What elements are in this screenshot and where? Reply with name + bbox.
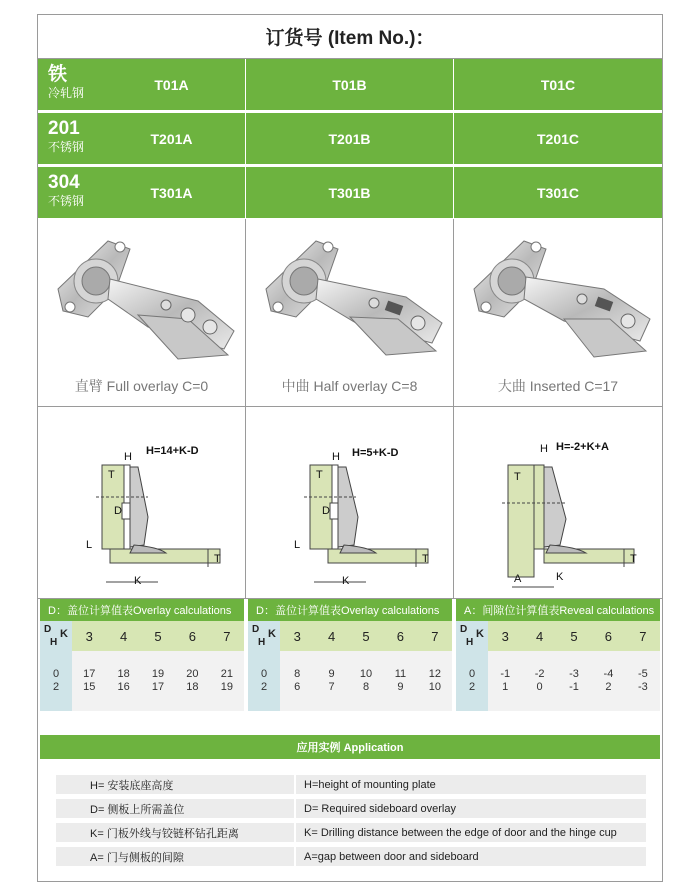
material-sub: 不锈钢 <box>48 194 85 208</box>
value-column: 19 17 <box>151 668 165 693</box>
value-rows <box>40 651 244 711</box>
item-number-grid <box>38 59 662 219</box>
k-value: 3 <box>501 628 509 644</box>
material-sub: 冷轧钢 <box>48 86 85 100</box>
legend-cn: D= 侧板上所需盖位 <box>56 799 294 818</box>
dim-label: T <box>422 553 429 565</box>
legend-en: K= Drilling distance between the edge of door and the hinge cup <box>296 823 646 842</box>
dim-label: H <box>332 451 340 463</box>
k-value: 5 <box>362 628 370 644</box>
material-row-304 <box>38 167 662 219</box>
k-value: 6 <box>604 628 613 644</box>
k-value: 4 <box>535 628 544 644</box>
calc-table-title: A：间隙位计算值表Reveal calculations <box>456 599 660 621</box>
dim-label: H <box>124 451 132 463</box>
legend-row <box>56 847 646 866</box>
overlay-calc-table-half <box>248 599 452 719</box>
value-column: 9 7 <box>328 668 335 693</box>
material-row-iron <box>38 59 662 111</box>
installation-diagram-row <box>38 407 662 599</box>
value-rows <box>456 651 660 711</box>
hinge-photo-row <box>38 219 662 407</box>
k-value: 3 <box>85 628 93 644</box>
hinge-full-overlay-image <box>38 219 246 369</box>
dim-label: K <box>342 575 350 587</box>
value-column: 20 18 <box>186 668 199 693</box>
photo-cell <box>454 219 662 406</box>
dim-label: L <box>294 539 301 551</box>
k-value: 6 <box>396 628 405 644</box>
hinge-caption: 直臂 Full overlay C=0 <box>74 378 209 394</box>
dim-label: T <box>316 469 323 481</box>
h-column: 0 2 <box>248 651 280 711</box>
value-column: -4 2 <box>603 668 614 693</box>
code-cell <box>246 167 454 219</box>
k-header-row <box>248 621 452 651</box>
k-value: 6 <box>188 628 197 644</box>
code-cell <box>38 59 246 111</box>
half-overlay-diagram <box>246 407 454 599</box>
value-rows <box>248 651 452 711</box>
k-value: 4 <box>327 628 336 644</box>
dim-label: T <box>108 469 115 481</box>
value-column: 18 16 <box>117 668 130 693</box>
code-cell <box>454 167 662 219</box>
dim-label: T <box>630 553 637 565</box>
value-column: 12 10 <box>428 668 441 693</box>
formula: H=5+K-D <box>352 447 399 459</box>
value-column: 8 6 <box>294 668 301 693</box>
legend-row <box>56 823 646 842</box>
dim-label: K <box>556 571 564 583</box>
value-column: 21 19 <box>220 668 233 693</box>
item-code: T01C <box>540 76 576 93</box>
legend-cn: K= 门板外线与铰链杯钻孔距离 <box>56 823 294 842</box>
dim-label: L <box>86 539 93 551</box>
page-title: 订货号 (Item No.)： <box>38 15 662 59</box>
k-value: 7 <box>639 628 647 644</box>
code-cell <box>454 113 662 165</box>
overlay-calc-table-full <box>40 599 244 719</box>
legend-row <box>56 799 646 818</box>
value-column: 10 8 <box>359 668 373 693</box>
material-name: 铁 <box>48 64 68 85</box>
material-label <box>48 65 84 99</box>
material-row-201 <box>38 113 662 165</box>
item-code: T201C <box>536 130 580 147</box>
dim-label: T <box>514 471 521 483</box>
calc-table-title: D：盖位计算值表Overlay calculations <box>248 599 452 621</box>
k-header-row <box>456 621 660 651</box>
legend-cn: H= 安装底座高度 <box>56 775 294 794</box>
value-column: -2 0 <box>534 668 545 693</box>
hinge-inserted-image <box>454 219 662 369</box>
legend-cn: A= 门与侧板的间隙 <box>56 847 294 866</box>
legend-row <box>56 775 646 794</box>
item-code: T301A <box>150 184 193 201</box>
dim-label: K <box>134 575 142 587</box>
application-header: 应用实例 Application <box>40 735 660 759</box>
value-column: -3 -1 <box>569 668 579 693</box>
h-column: 0 2 <box>456 651 488 711</box>
item-code: T301B <box>328 184 371 201</box>
application-legend <box>56 775 646 871</box>
formula: H=14+K-D <box>146 445 199 457</box>
k-value: 7 <box>223 628 231 644</box>
h-column: 0 2 <box>40 651 72 711</box>
material-name: 304 <box>48 172 80 193</box>
calc-table-title: D：盖位计算值表Overlay calculations <box>40 599 244 621</box>
k-header-row <box>40 621 244 651</box>
hinge-half-overlay-image <box>246 219 454 369</box>
legend-en: A=gap between door and sideboard <box>296 847 646 866</box>
formula: H=-2+K+A <box>556 441 609 453</box>
k-value: 5 <box>570 628 578 644</box>
item-code: T01B <box>332 76 367 93</box>
material-name: 201 <box>48 118 80 139</box>
spec-sheet <box>37 14 663 882</box>
k-value: 7 <box>431 628 439 644</box>
code-cell <box>246 59 454 111</box>
legend-en: D= Required sideboard overlay <box>296 799 646 818</box>
corner-cell: D K H <box>40 621 72 651</box>
value-column: 11 9 <box>394 668 407 693</box>
reveal-calc-table <box>456 599 660 719</box>
value-column: -5 -3 <box>637 668 648 693</box>
code-cell <box>454 59 662 111</box>
item-code: T301C <box>536 184 580 201</box>
material-label <box>48 119 84 153</box>
k-value: 5 <box>154 628 162 644</box>
dim-label: H <box>540 443 548 455</box>
value-column: 17 15 <box>83 668 96 693</box>
item-code: T201B <box>328 130 371 147</box>
photo-cell <box>246 219 454 406</box>
diagram-cell <box>38 407 246 598</box>
item-code: T01A <box>154 76 189 93</box>
hinge-caption: 中曲 Half overlay C=8 <box>281 378 418 394</box>
dim-label: D <box>114 505 122 517</box>
material-label <box>48 173 84 207</box>
full-overlay-diagram <box>38 407 246 599</box>
photo-cell <box>38 219 246 406</box>
k-value: 3 <box>293 628 301 644</box>
corner-cell: D K H <box>456 621 488 651</box>
dim-label: A <box>514 573 522 585</box>
code-cell <box>246 113 454 165</box>
material-sub: 不锈钢 <box>48 140 85 154</box>
dim-label: D <box>322 505 330 517</box>
hinge-caption: 大曲 Inserted C=17 <box>497 378 619 394</box>
corner-cell: D K H <box>248 621 280 651</box>
item-code: T201A <box>150 130 193 147</box>
dim-label: T <box>214 553 221 565</box>
diagram-cell <box>246 407 454 598</box>
diagram-cell <box>454 407 662 598</box>
legend-en: H=height of mounting plate <box>296 775 646 794</box>
k-value: 4 <box>119 628 128 644</box>
code-cell <box>38 167 246 219</box>
value-column: -1 1 <box>500 668 511 693</box>
code-cell <box>38 113 246 165</box>
